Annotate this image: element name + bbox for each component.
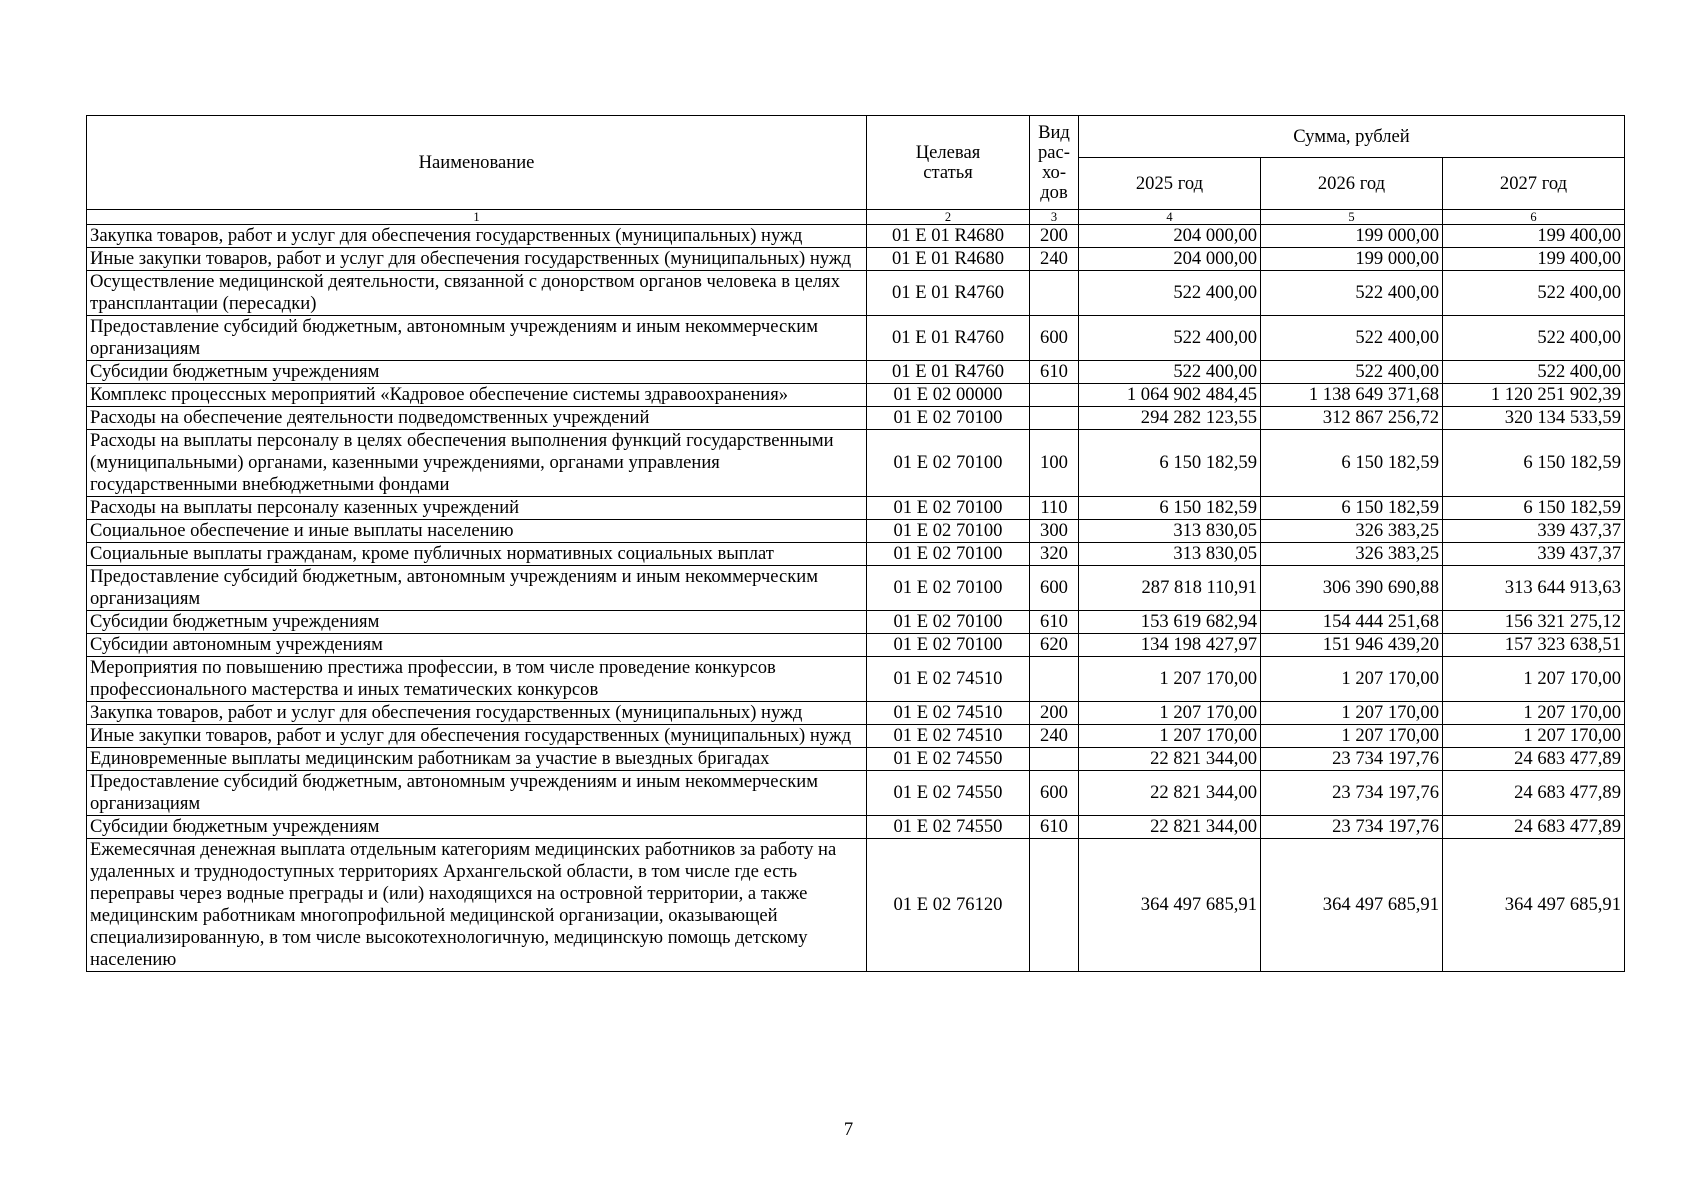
row-name: Мероприятия по повышению престижа профессии, в том числе проведение конкурсов профессионального мастерства и иных тематических конкурсов (87, 657, 867, 702)
row-sum-2026: 199 000,00 (1261, 248, 1443, 271)
row-sum-2027: 6 150 182,59 (1443, 430, 1625, 497)
row-expense-type: 620 (1030, 634, 1079, 657)
row-sum-2027: 1 120 251 902,39 (1443, 384, 1625, 407)
table-row (87, 566, 1625, 611)
row-sum-2027: 24 683 477,89 (1443, 816, 1625, 839)
row-name: Комплекс процессных мероприятий «Кадровое обеспечение системы здравоохранения» (87, 384, 867, 407)
row-sum-2027: 6 150 182,59 (1443, 497, 1625, 520)
header-vid-line3: хо- (1041, 161, 1067, 183)
row-sum-2025: 22 821 344,00 (1079, 816, 1261, 839)
row-target-article: 01 Е 02 74510 (867, 725, 1030, 748)
row-expense-type: 600 (1030, 771, 1079, 816)
row-expense-type: 300 (1030, 520, 1079, 543)
header-sum: Сумма, рублей (1079, 116, 1625, 158)
row-sum-2027: 157 323 638,51 (1443, 634, 1625, 657)
row-sum-2025: 313 830,05 (1079, 543, 1261, 566)
row-sum-2025: 1 207 170,00 (1079, 725, 1261, 748)
row-name: Субсидии бюджетным учреждениям (87, 361, 867, 384)
table-row (87, 611, 1625, 634)
header-code-line1: Целевая (915, 141, 981, 163)
row-sum-2026: 326 383,25 (1261, 543, 1443, 566)
row-sum-2026: 306 390 690,88 (1261, 566, 1443, 611)
row-sum-2026: 522 400,00 (1261, 271, 1443, 316)
table-row (87, 384, 1625, 407)
row-sum-2026: 6 150 182,59 (1261, 430, 1443, 497)
row-target-article: 01 Е 02 70100 (867, 566, 1030, 611)
row-sum-2026: 151 946 439,20 (1261, 634, 1443, 657)
header-year-2026: 2026 год (1261, 158, 1443, 210)
row-sum-2027: 313 644 913,63 (1443, 566, 1625, 611)
table-row (87, 657, 1625, 702)
row-name: Субсидии бюджетным учреждениям (87, 816, 867, 839)
row-name: Предоставление субсидий бюджетным, автономным учреждениям и иным некоммерческим организациям (87, 566, 867, 611)
row-expense-type (1030, 407, 1079, 430)
row-sum-2025: 522 400,00 (1079, 271, 1261, 316)
column-number: 4 (1079, 210, 1261, 225)
row-target-article: 01 Е 02 74550 (867, 816, 1030, 839)
row-sum-2027: 24 683 477,89 (1443, 748, 1625, 771)
row-sum-2025: 6 150 182,59 (1079, 430, 1261, 497)
table-row (87, 543, 1625, 566)
row-sum-2026: 23 734 197,76 (1261, 816, 1443, 839)
row-sum-2025: 204 000,00 (1079, 248, 1261, 271)
row-name: Иные закупки товаров, работ и услуг для обеспечения государственных (муниципальных) нужд (87, 725, 867, 748)
row-sum-2025: 1 207 170,00 (1079, 702, 1261, 725)
row-expense-type (1030, 271, 1079, 316)
table-row (87, 702, 1625, 725)
row-sum-2025: 6 150 182,59 (1079, 497, 1261, 520)
header-vid-line4: дов (1040, 181, 1068, 203)
row-name: Расходы на выплаты персоналу казенных учреждений (87, 497, 867, 520)
row-sum-2025: 22 821 344,00 (1079, 748, 1261, 771)
row-expense-type: 600 (1030, 566, 1079, 611)
table-row (87, 248, 1625, 271)
table-row (87, 816, 1625, 839)
row-expense-type: 240 (1030, 248, 1079, 271)
row-expense-type (1030, 384, 1079, 407)
page-number: 7 (843, 1119, 854, 1140)
row-name: Осуществление медицинской деятельности, связанной с донорством органов человека в целях трансплантации (пересадки) (87, 271, 867, 316)
table-header (87, 116, 1625, 225)
table-row (87, 430, 1625, 497)
table-row (87, 407, 1625, 430)
row-target-article: 01 Е 02 70100 (867, 430, 1030, 497)
column-number: 6 (1443, 210, 1625, 225)
column-number: 1 (87, 210, 867, 225)
header-year-2027: 2027 год (1443, 158, 1625, 210)
header-vid-line1: Вид (1038, 121, 1070, 143)
row-sum-2025: 204 000,00 (1079, 225, 1261, 248)
row-name: Социальное обеспечение и иные выплаты населению (87, 520, 867, 543)
row-name: Расходы на выплаты персоналу в целях обеспечения выполнения функций государственными (муниципальными) органами, казенными учреждениями, органами управления государственными внебюджетными фондами (87, 430, 867, 497)
row-sum-2027: 199 400,00 (1443, 248, 1625, 271)
row-target-article: 01 Е 01 R4680 (867, 225, 1030, 248)
row-name: Социальные выплаты гражданам, кроме публичных нормативных социальных выплат (87, 543, 867, 566)
row-sum-2025: 22 821 344,00 (1079, 771, 1261, 816)
row-expense-type: 240 (1030, 725, 1079, 748)
row-sum-2026: 154 444 251,68 (1261, 611, 1443, 634)
row-sum-2027: 522 400,00 (1443, 361, 1625, 384)
row-name: Ежемесячная денежная выплата отдельным категориям медицинских работников за работу на удаленных и труднодоступных территориях Архангельской области, в том числе где есть переправы через водные преграды и (или) находящихся на островной территории, а также медицинским работникам многопрофильной медицинской организации, оказывающей специализированную, в том числе высокотехнологичную, медицинскую помощь детскому населению (87, 839, 867, 972)
row-sum-2027: 364 497 685,91 (1443, 839, 1625, 972)
row-sum-2025: 294 282 123,55 (1079, 407, 1261, 430)
row-target-article: 01 Е 02 76120 (867, 839, 1030, 972)
row-sum-2027: 1 207 170,00 (1443, 725, 1625, 748)
row-sum-2027: 199 400,00 (1443, 225, 1625, 248)
table-row (87, 634, 1625, 657)
header-vid (1030, 116, 1079, 210)
row-target-article: 01 Е 02 74550 (867, 771, 1030, 816)
table-row (87, 225, 1625, 248)
row-name: Расходы на обеспечение деятельности подведомственных учреждений (87, 407, 867, 430)
row-expense-type: 610 (1030, 361, 1079, 384)
table-row (87, 771, 1625, 816)
table-row (87, 725, 1625, 748)
table-row (87, 497, 1625, 520)
row-name: Закупка товаров, работ и услуг для обеспечения государственных (муниципальных) нужд (87, 225, 867, 248)
table-row (87, 316, 1625, 361)
row-expense-type (1030, 839, 1079, 972)
row-sum-2026: 1 138 649 371,68 (1261, 384, 1443, 407)
row-sum-2027: 522 400,00 (1443, 271, 1625, 316)
row-target-article: 01 Е 02 70100 (867, 497, 1030, 520)
row-expense-type: 610 (1030, 816, 1079, 839)
row-sum-2026: 522 400,00 (1261, 361, 1443, 384)
row-sum-2026: 6 150 182,59 (1261, 497, 1443, 520)
row-target-article: 01 Е 01 R4680 (867, 248, 1030, 271)
header-vid-line2: рас- (1038, 141, 1070, 163)
row-sum-2026: 199 000,00 (1261, 225, 1443, 248)
row-name: Единовременные выплаты медицинским работникам за участие в выездных бригадах (87, 748, 867, 771)
row-sum-2026: 1 207 170,00 (1261, 725, 1443, 748)
row-sum-2025: 287 818 110,91 (1079, 566, 1261, 611)
row-target-article: 01 Е 02 70100 (867, 520, 1030, 543)
row-target-article: 01 Е 02 70100 (867, 407, 1030, 430)
table-body (87, 225, 1625, 972)
row-expense-type: 200 (1030, 702, 1079, 725)
row-expense-type: 320 (1030, 543, 1079, 566)
row-sum-2025: 153 619 682,94 (1079, 611, 1261, 634)
budget-table (86, 115, 1625, 972)
row-expense-type: 100 (1030, 430, 1079, 497)
table-row (87, 748, 1625, 771)
column-number: 3 (1030, 210, 1079, 225)
row-sum-2026: 364 497 685,91 (1261, 839, 1443, 972)
header-name: Наименование (87, 116, 867, 210)
row-sum-2027: 339 437,37 (1443, 520, 1625, 543)
column-number: 5 (1261, 210, 1443, 225)
row-sum-2026: 23 734 197,76 (1261, 771, 1443, 816)
row-sum-2027: 24 683 477,89 (1443, 771, 1625, 816)
table-row (87, 839, 1625, 972)
row-sum-2025: 522 400,00 (1079, 316, 1261, 361)
table-row (87, 361, 1625, 384)
row-sum-2025: 134 198 427,97 (1079, 634, 1261, 657)
table-row (87, 271, 1625, 316)
row-target-article: 01 Е 02 70100 (867, 611, 1030, 634)
row-expense-type: 200 (1030, 225, 1079, 248)
row-sum-2025: 1 064 902 484,45 (1079, 384, 1261, 407)
row-sum-2026: 1 207 170,00 (1261, 657, 1443, 702)
row-sum-2027: 320 134 533,59 (1443, 407, 1625, 430)
row-expense-type: 600 (1030, 316, 1079, 361)
row-target-article: 01 Е 01 R4760 (867, 271, 1030, 316)
row-target-article: 01 Е 01 R4760 (867, 361, 1030, 384)
row-target-article: 01 Е 02 74550 (867, 748, 1030, 771)
row-sum-2026: 1 207 170,00 (1261, 702, 1443, 725)
header-code (867, 116, 1030, 210)
row-name: Закупка товаров, работ и услуг для обеспечения государственных (муниципальных) нужд (87, 702, 867, 725)
row-sum-2026: 522 400,00 (1261, 316, 1443, 361)
column-number: 2 (867, 210, 1030, 225)
table-row (87, 520, 1625, 543)
row-sum-2027: 156 321 275,12 (1443, 611, 1625, 634)
row-target-article: 01 Е 01 R4760 (867, 316, 1030, 361)
row-expense-type: 610 (1030, 611, 1079, 634)
row-expense-type: 110 (1030, 497, 1079, 520)
row-target-article: 01 Е 02 74510 (867, 657, 1030, 702)
row-sum-2026: 23 734 197,76 (1261, 748, 1443, 771)
row-name: Субсидии бюджетным учреждениям (87, 611, 867, 634)
row-sum-2027: 1 207 170,00 (1443, 657, 1625, 702)
row-sum-2025: 364 497 685,91 (1079, 839, 1261, 972)
row-target-article: 01 Е 02 00000 (867, 384, 1030, 407)
row-name: Иные закупки товаров, работ и услуг для обеспечения государственных (муниципальных) нужд (87, 248, 867, 271)
row-expense-type (1030, 748, 1079, 771)
row-sum-2027: 1 207 170,00 (1443, 702, 1625, 725)
row-sum-2025: 522 400,00 (1079, 361, 1261, 384)
row-expense-type (1030, 657, 1079, 702)
row-target-article: 01 Е 02 70100 (867, 543, 1030, 566)
row-sum-2027: 522 400,00 (1443, 316, 1625, 361)
row-name: Предоставление субсидий бюджетным, автономным учреждениям и иным некоммерческим организациям (87, 316, 867, 361)
row-sum-2026: 326 383,25 (1261, 520, 1443, 543)
row-sum-2027: 339 437,37 (1443, 543, 1625, 566)
header-year-2025: 2025 год (1079, 158, 1261, 210)
row-name: Предоставление субсидий бюджетным, автономным учреждениям и иным некоммерческим организациям (87, 771, 867, 816)
row-target-article: 01 Е 02 74510 (867, 702, 1030, 725)
row-name: Субсидии автономным учреждениям (87, 634, 867, 657)
row-sum-2025: 1 207 170,00 (1079, 657, 1261, 702)
row-sum-2026: 312 867 256,72 (1261, 407, 1443, 430)
row-sum-2025: 313 830,05 (1079, 520, 1261, 543)
row-target-article: 01 Е 02 70100 (867, 634, 1030, 657)
header-code-line2: статья (923, 161, 973, 183)
